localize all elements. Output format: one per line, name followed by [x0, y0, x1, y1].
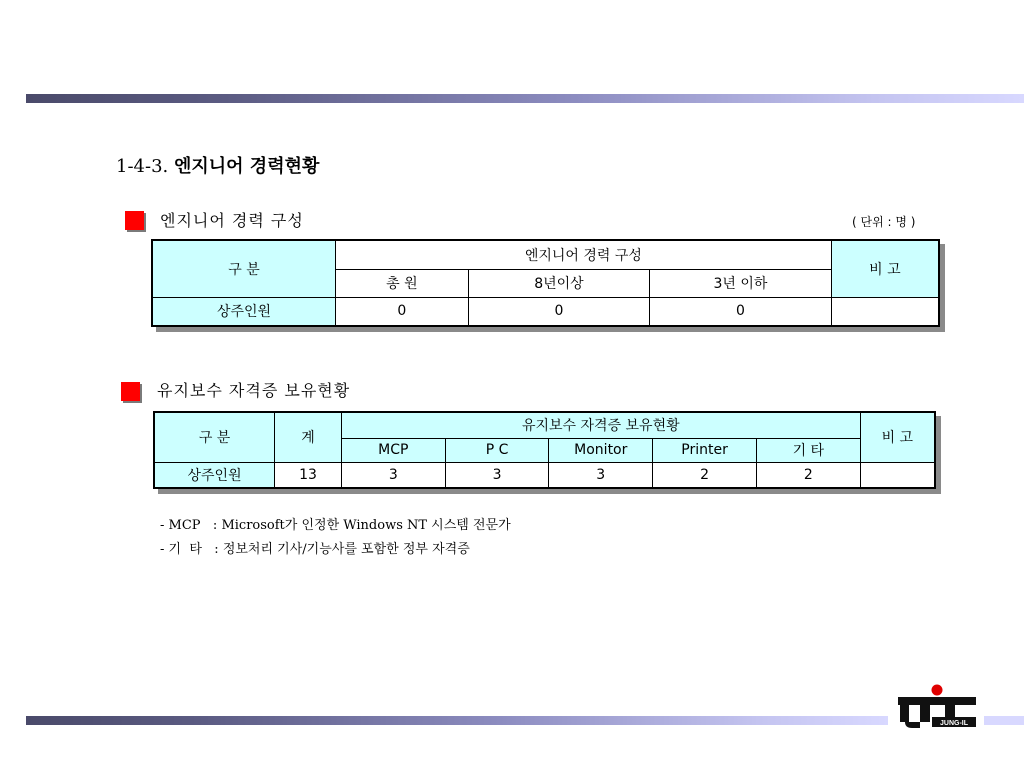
subheader-monitor: Monitor	[549, 438, 653, 462]
value-3years: 0	[650, 297, 832, 326]
note-etc: - 기 타 : 정보처리 기사/기능사를 포함한 정부 자격증	[160, 542, 470, 557]
row-label-staff: 상주인원	[154, 462, 275, 488]
page-title	[116, 152, 319, 178]
header-division: 구 분	[154, 412, 275, 462]
subheader-etc: 기 타	[756, 438, 860, 462]
header-total: 계	[275, 412, 342, 462]
bottom-divider-bar	[26, 716, 888, 725]
value-remark	[860, 462, 935, 488]
value-total: 13	[275, 462, 342, 488]
value-printer: 2	[653, 462, 757, 488]
subheader-total: 총 원	[336, 269, 469, 297]
row-label-staff: 상주인원	[152, 297, 336, 326]
bottom-divider-tail	[984, 716, 1024, 725]
value-mcp: 3	[341, 462, 445, 488]
header-remark: 비 고	[831, 240, 939, 297]
logo-subtext: JUNG-IL	[940, 720, 968, 727]
section2-title: 유지보수 자격증 보유현황	[157, 381, 351, 400]
company-logo	[896, 684, 978, 730]
value-monitor: 3	[549, 462, 653, 488]
value-etc: 2	[756, 462, 860, 488]
subheader-pc: P C	[445, 438, 549, 462]
header-certificate-group: 유지보수 자격증 보유현황	[341, 412, 860, 438]
value-pc: 3	[445, 462, 549, 488]
value-total: 0	[336, 297, 469, 326]
subheader-mcp: MCP	[341, 438, 445, 462]
footnotes	[160, 514, 511, 562]
section2-bullet-icon	[121, 382, 140, 401]
career-table	[151, 239, 940, 327]
section1-title: 엔지니어 경력 구성	[160, 211, 304, 230]
section1-bullet-icon	[125, 211, 144, 230]
header-division: 구 분	[152, 240, 336, 297]
title-text: 엔지니어 경력현황	[173, 156, 320, 177]
unit-label: ( 단위 : 명 )	[852, 215, 916, 229]
subheader-printer: Printer	[653, 438, 757, 462]
subheader-8years: 8년이상	[468, 269, 650, 297]
header-remark: 비 고	[860, 412, 935, 462]
title-number: 1-4-3.	[116, 156, 169, 177]
header-career-group: 엔지니어 경력 구성	[336, 240, 832, 269]
value-8years: 0	[468, 297, 650, 326]
certificate-table	[153, 411, 936, 489]
top-divider-bar	[26, 94, 1024, 103]
value-remark	[831, 297, 939, 326]
subheader-3years: 3년 이하	[650, 269, 832, 297]
note-mcp: - MCP : Microsoft가 인정한 Windows NT 시스템 전문가	[160, 518, 511, 533]
